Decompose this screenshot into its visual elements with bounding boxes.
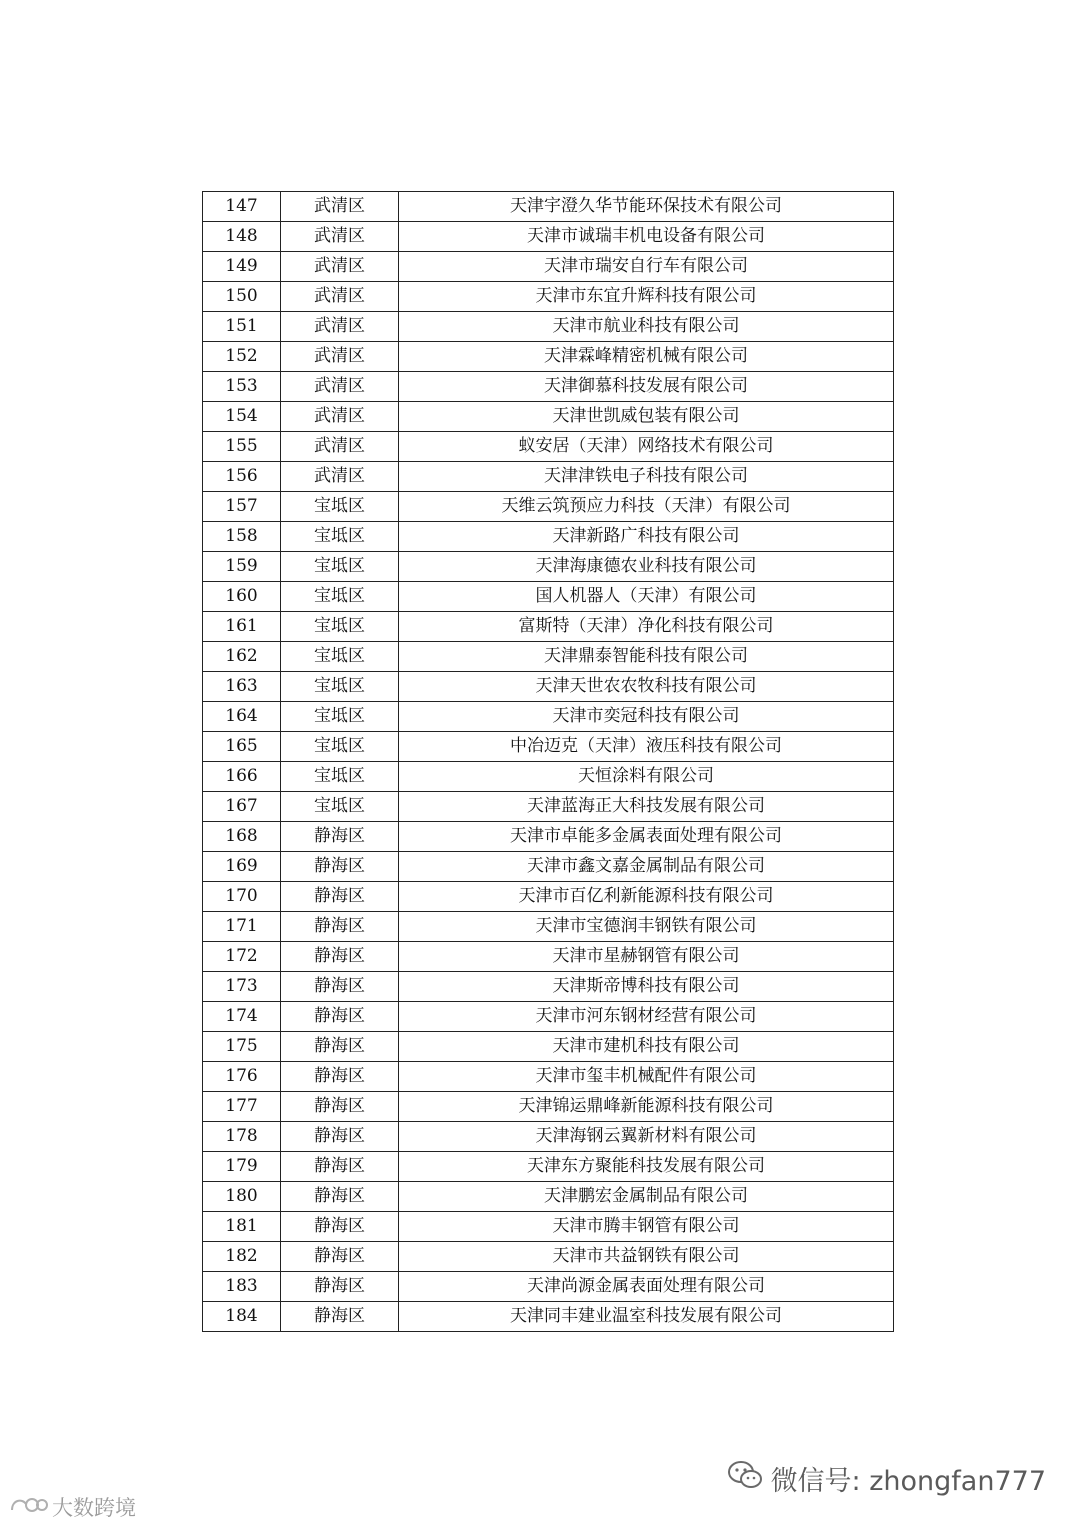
row-company-name: 天津市百亿利新能源科技有限公司 [399,882,894,912]
row-district: 静海区 [281,852,399,882]
table-row [203,522,894,552]
row-district: 武清区 [281,462,399,492]
row-company-name: 天津新路广科技有限公司 [399,522,894,552]
row-district: 宝坻区 [281,492,399,522]
table-row [203,1152,894,1182]
table-row [203,762,894,792]
row-district: 静海区 [281,1122,399,1152]
row-district: 武清区 [281,432,399,462]
row-company-name: 天津同丰建业温室科技发展有限公司 [399,1302,894,1332]
row-number: 164 [203,702,281,732]
row-number: 161 [203,612,281,642]
company-table [202,191,894,1332]
row-district: 静海区 [281,912,399,942]
row-company-name: 天津海钢云翼新材料有限公司 [399,1122,894,1152]
row-company-name: 天津锦运鼎峰新能源科技有限公司 [399,1092,894,1122]
site-name-label: 大数跨境 [52,1496,136,1520]
table-row [203,1092,894,1122]
row-company-name: 天津市河东钢材经营有限公司 [399,1002,894,1032]
row-number: 158 [203,522,281,552]
row-number: 148 [203,222,281,252]
table-row [203,1302,894,1332]
row-number: 151 [203,312,281,342]
site-logo-icon [8,1494,48,1521]
row-district: 静海区 [281,1062,399,1092]
row-number: 172 [203,942,281,972]
row-number: 149 [203,252,281,282]
row-number: 170 [203,882,281,912]
row-number: 155 [203,432,281,462]
row-number: 167 [203,792,281,822]
row-number: 177 [203,1092,281,1122]
row-company-name: 天恒涂料有限公司 [399,762,894,792]
table-row [203,462,894,492]
row-district: 武清区 [281,372,399,402]
row-company-name: 蚁安居（天津）网络技术有限公司 [399,432,894,462]
table-body [203,192,894,1332]
table-row [203,612,894,642]
row-number: 173 [203,972,281,1002]
table-row [203,732,894,762]
row-company-name: 天津市诚瑞丰机电设备有限公司 [399,222,894,252]
row-number: 156 [203,462,281,492]
table-row [203,492,894,522]
row-company-name: 天津市鑫文嘉金属制品有限公司 [399,852,894,882]
row-company-name: 天津世凯威包装有限公司 [399,402,894,432]
row-company-name: 国人机器人（天津）有限公司 [399,582,894,612]
row-district: 宝坻区 [281,792,399,822]
row-company-name: 天津津铁电子科技有限公司 [399,462,894,492]
row-number: 181 [203,1212,281,1242]
table-row [203,1122,894,1152]
row-number: 162 [203,642,281,672]
row-district: 静海区 [281,1212,399,1242]
table-row [203,1272,894,1302]
row-company-name: 天津天世农农牧科技有限公司 [399,672,894,702]
row-number: 171 [203,912,281,942]
table-row [203,192,894,222]
table-row [203,1062,894,1092]
wechat-id-label: 微信号: zhongfan777 [770,1465,1046,1497]
row-district: 静海区 [281,1272,399,1302]
row-company-name: 天津市航业科技有限公司 [399,312,894,342]
table-row [203,1032,894,1062]
row-district: 宝坻区 [281,702,399,732]
row-number: 165 [203,732,281,762]
row-company-name: 天津东方聚能科技发展有限公司 [399,1152,894,1182]
row-number: 159 [203,552,281,582]
wechat-watermark [727,1460,1046,1496]
row-district: 武清区 [281,402,399,432]
row-number: 163 [203,672,281,702]
table-row [203,792,894,822]
row-number: 180 [203,1182,281,1212]
row-company-name: 天津霖峰精密机械有限公司 [399,342,894,372]
table-row [203,432,894,462]
table-row [203,252,894,282]
row-district: 武清区 [281,252,399,282]
wechat-icon [727,1460,763,1497]
table-row [203,702,894,732]
row-district: 宝坻区 [281,612,399,642]
table-row [203,972,894,1002]
row-company-name: 天津市奕冠科技有限公司 [399,702,894,732]
row-company-name: 中冶迈克（天津）液压科技有限公司 [399,732,894,762]
row-company-name: 天津鹏宏金属制品有限公司 [399,1182,894,1212]
row-number: 183 [203,1272,281,1302]
row-district: 静海区 [281,1302,399,1332]
table-row [203,582,894,612]
row-company-name: 天津宇澄久华节能环保技术有限公司 [399,192,894,222]
row-company-name: 天津海康德农业科技有限公司 [399,552,894,582]
row-district: 静海区 [281,1092,399,1122]
row-company-name: 天津市瑞安自行车有限公司 [399,252,894,282]
row-district: 静海区 [281,1032,399,1062]
row-company-name: 天津市星赫钢管有限公司 [399,942,894,972]
table-row [203,372,894,402]
row-district: 武清区 [281,282,399,312]
row-company-name: 天津鼎泰智能科技有限公司 [399,642,894,672]
row-district: 静海区 [281,972,399,1002]
row-district: 宝坻区 [281,732,399,762]
row-number: 160 [203,582,281,612]
row-district: 宝坻区 [281,762,399,792]
row-district: 武清区 [281,222,399,252]
table-row [203,342,894,372]
row-number: 178 [203,1122,281,1152]
row-company-name: 富斯特（天津）净化科技有限公司 [399,612,894,642]
row-district: 宝坻区 [281,522,399,552]
row-district: 武清区 [281,192,399,222]
row-number: 157 [203,492,281,522]
table-row [203,312,894,342]
row-number: 176 [203,1062,281,1092]
row-district: 宝坻区 [281,642,399,672]
row-number: 150 [203,282,281,312]
row-number: 175 [203,1032,281,1062]
row-district: 宝坻区 [281,582,399,612]
row-company-name: 天津尚源金属表面处理有限公司 [399,1272,894,1302]
table-row [203,222,894,252]
row-company-name: 天津市东宜升辉科技有限公司 [399,282,894,312]
row-district: 武清区 [281,312,399,342]
row-district: 静海区 [281,1002,399,1032]
row-company-name: 天津市宝德润丰钢铁有限公司 [399,912,894,942]
table-row [203,282,894,312]
table-row [203,882,894,912]
row-district: 静海区 [281,822,399,852]
row-company-name: 天津斯帝博科技有限公司 [399,972,894,1002]
row-district: 宝坻区 [281,552,399,582]
table-row [203,402,894,432]
table-row [203,552,894,582]
row-company-name: 天津蓝海正大科技发展有限公司 [399,792,894,822]
row-district: 静海区 [281,942,399,972]
row-district: 静海区 [281,882,399,912]
table-row [203,672,894,702]
row-number: 174 [203,1002,281,1032]
row-district: 静海区 [281,1242,399,1272]
row-number: 152 [203,342,281,372]
row-district: 静海区 [281,1152,399,1182]
row-company-name: 天津御慕科技发展有限公司 [399,372,894,402]
table-row [203,642,894,672]
row-number: 169 [203,852,281,882]
row-number: 153 [203,372,281,402]
row-company-name: 天津市腾丰钢管有限公司 [399,1212,894,1242]
table-row [203,822,894,852]
row-company-name: 天维云筑预应力科技（天津）有限公司 [399,492,894,522]
row-number: 147 [203,192,281,222]
row-number: 166 [203,762,281,792]
row-company-name: 天津市玺丰机械配件有限公司 [399,1062,894,1092]
row-district: 宝坻区 [281,672,399,702]
row-number: 184 [203,1302,281,1332]
row-number: 154 [203,402,281,432]
table-row [203,1212,894,1242]
table-row [203,912,894,942]
row-company-name: 天津市共益钢铁有限公司 [399,1242,894,1272]
row-number: 179 [203,1152,281,1182]
row-number: 182 [203,1242,281,1272]
row-number: 168 [203,822,281,852]
table-row [203,942,894,972]
row-company-name: 天津市建机科技有限公司 [399,1032,894,1062]
row-company-name: 天津市卓能多金属表面处理有限公司 [399,822,894,852]
table-row [203,852,894,882]
row-district: 静海区 [281,1182,399,1212]
table-row [203,1002,894,1032]
table-row [203,1242,894,1272]
row-district: 武清区 [281,342,399,372]
site-watermark [8,1492,136,1522]
table-row [203,1182,894,1212]
